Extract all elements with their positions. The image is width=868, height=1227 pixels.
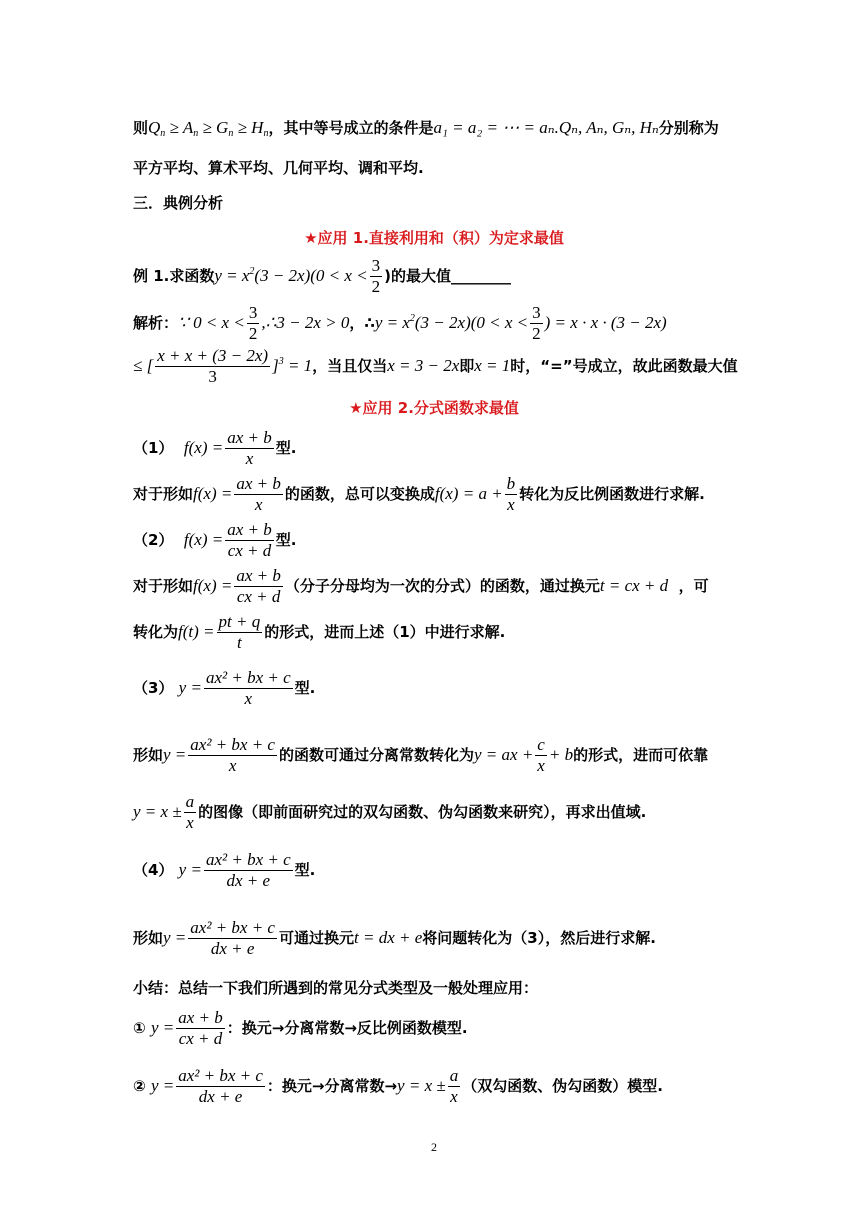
line-mean-names: 平方平均、算术平均、几何平均、调和平均. bbox=[133, 159, 424, 177]
case-2: （2） f(x) = $\frac{ax + b}{cx + d}$ 型. bbox=[133, 520, 297, 560]
fraction: $\frac{b}{x}$ bbox=[506, 474, 516, 514]
fraction: $\frac{3}{2}$ bbox=[532, 303, 541, 343]
fraction: $\frac{a}{x}$ bbox=[449, 1066, 459, 1106]
summary-item-1: ① y = $\frac{ax + b}{cx + d}$ ：换元→分离常数→反比例函数模型. bbox=[133, 1008, 468, 1048]
case-2-text: 对于形如f(x) = $\frac{ax + b}{cx + d}$ （分子分母均为一次的分式）的函数，通过换元t = cx + d ，可 bbox=[133, 566, 709, 606]
fraction: $\frac{\text{ax² + bx + c}}{dx + e}$ bbox=[205, 850, 291, 890]
case-3-text: 形如y = $\frac{\text{ax² + bx + c}}{x}$ 的函数可通过分离常数转化为y = ax + $\frac{c}{x}$ + b的形式，进而可依靠 bbox=[133, 735, 709, 775]
case-4: （4） y = $\frac{\text{ax² + bx + c}}{dx + e}$ 型. bbox=[133, 850, 316, 890]
case-3-text-2: y = x ± $\frac{a}{x}$ 的图像（即前面研究过的双勾函数、伪勾函数来研究），再求出值域. bbox=[133, 792, 647, 832]
case-1: （1） f(x) = $\frac{ax + b}{x}$ 型. bbox=[133, 428, 297, 468]
fraction: $\frac{ax + b}{cx + d}$ bbox=[236, 566, 281, 606]
text: )的最大值________ bbox=[384, 267, 512, 285]
fraction: $\frac{c}{x}$ bbox=[537, 735, 545, 775]
fraction: $\frac{\text{ax² + bx + c}}{x}$ bbox=[190, 735, 275, 775]
page-number: 2 bbox=[431, 1140, 437, 1154]
solution-line-1: 解析：∵ 0 < x < $\frac{3}{2}$ ,∴3 − 2x > 0，∴y = $x^2(3 - 2x)(0 < x$ < $\frac{3}{2}$ ) = x · x · (3 − 2x) bbox=[133, 303, 667, 343]
text: 则 bbox=[133, 119, 149, 137]
text: 解析： bbox=[133, 314, 179, 332]
section-title: 三．典例分析 bbox=[133, 194, 224, 212]
fraction: $\frac{a}{x}$ bbox=[185, 792, 195, 832]
fraction: $\frac{3}{2}$ bbox=[248, 303, 258, 343]
fraction: $\frac{x + x + (3 - 2x)}{3}$ bbox=[157, 346, 269, 386]
fraction: $\frac{\text{ax² + bx + c}}{dx + e}$ bbox=[178, 1066, 263, 1106]
case-3: （3） y = $\frac{\text{ax² + bx + c}}{x}$ 型. bbox=[133, 668, 316, 708]
text: 例 1.求函数 bbox=[133, 267, 215, 285]
text: 分别称为 bbox=[658, 119, 719, 137]
fraction: $\frac{\text{ax² + bx + c}}{dx + e}$ bbox=[190, 918, 275, 958]
summary-item-2: ② y = $\frac{\text{ax² + bx + c}}{dx + e}$ ：换元→分离常数→y = x ± $\frac{a}{x}$ （双勾函数、伪勾函数）模型. bbox=[133, 1066, 663, 1106]
equality-condition: a₁ = a₂ = ⋯ = aₙ bbox=[433, 118, 555, 137]
fraction: $\frac{pt + q}{t}$ bbox=[218, 612, 261, 652]
fraction: $\frac{ax + b}{x}$ bbox=[236, 474, 281, 514]
summary: 小结：总结一下我们所遇到的常见分式类型及一般处理应用： bbox=[133, 979, 539, 997]
text: ，其中等号成立的条件是 bbox=[268, 119, 434, 137]
fraction: $\frac{\text{ax² + bx + c}}{x}$ bbox=[205, 668, 291, 708]
app2-heading: ★应用 2.分式函数求最值 bbox=[349, 399, 519, 417]
app1-heading: ★应用 1.直接利用和（积）为定求最值 bbox=[304, 229, 564, 247]
fraction: $\frac{ax + b}{cx + d}$ bbox=[227, 520, 272, 560]
case-4-text: 形如y = $\frac{\text{ax² + bx + c}}{dx + e}$ 可通过换元t = dx + e将问题转化为（3），然后进行求解. bbox=[133, 918, 656, 958]
fraction: $\frac{ax + b}{cx + d}$ bbox=[178, 1008, 223, 1048]
fraction: $\frac{3}{2}$ bbox=[371, 256, 381, 296]
case-2-text-2: 转化为f(t) = $\frac{pt + q}{t}$ 的形式，进而上述（1）中进行求解. bbox=[133, 612, 506, 652]
example-1: 例 1.求函数$y = x^2(3 - 2x)(0 < x$ < $\frac{3}{2}$ )的最大值________ bbox=[133, 256, 512, 296]
line-mean-inequality bbox=[133, 118, 719, 138]
inequality-chain: $Q_n \ge A_n \ge G_n \ge H_n$ bbox=[148, 118, 269, 139]
case-1-text: 对于形如f(x) = $\frac{ax + b}{x}$ 的函数，总可以变换成f(x) = a + $\frac{b}{x}$ 转化为反比例函数进行求解. bbox=[133, 474, 705, 514]
solution-line-2: ≤ [ $\frac{x + x + (3 - 2x)}{3}$ ]$^3$ = 1，当且仅当x = 3 − 2x即x = 1时，“=”号成立，故此函数最大值 bbox=[133, 346, 738, 386]
mean-symbols: .Qₙ, Aₙ, Gₙ, Hₙ bbox=[554, 118, 659, 137]
fraction: $\frac{ax + b}{x}$ bbox=[227, 428, 272, 468]
